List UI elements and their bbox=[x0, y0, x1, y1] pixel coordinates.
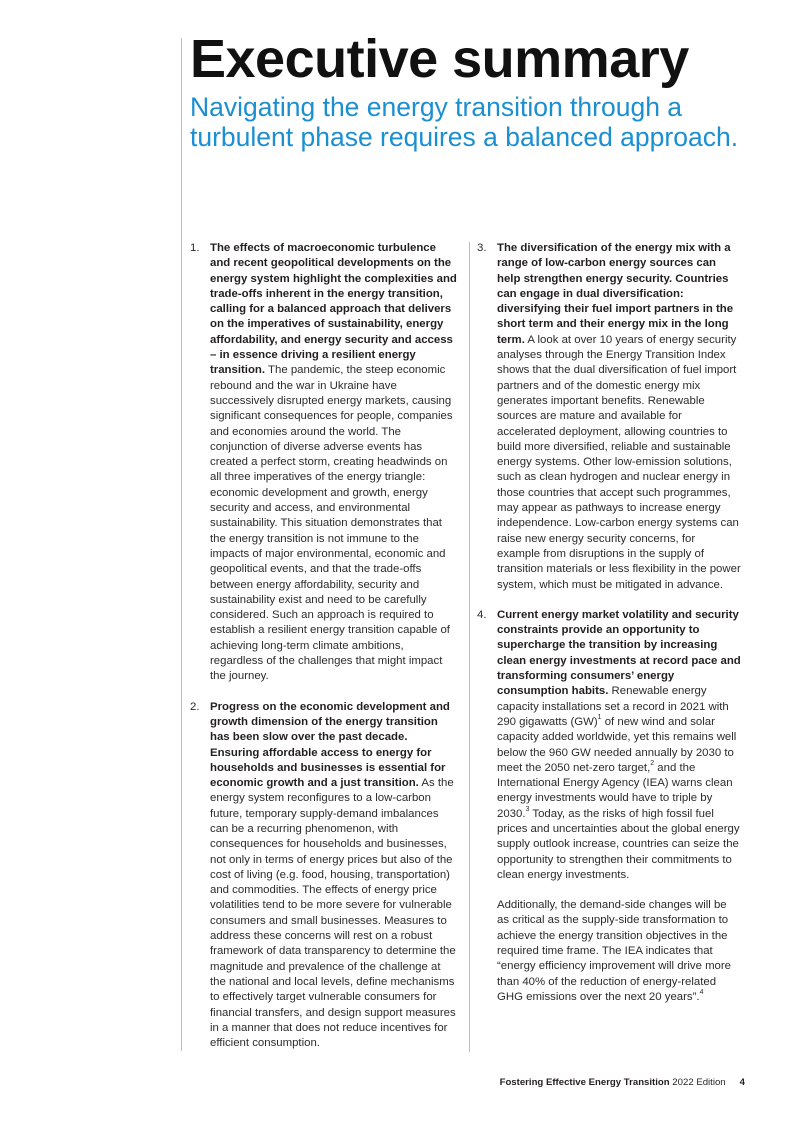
summary-item-3 bbox=[477, 241, 741, 593]
summary-item-2 bbox=[190, 700, 458, 1052]
column-divider-rule bbox=[469, 242, 470, 1052]
item-body: and the International Energy Agency (IEA) warns clean energy investments would have to triple by 2030. bbox=[497, 761, 733, 820]
item-lead: Current energy market volatility and security constraints provide an opportunity to supercharge the transition by increasing clean energy investments at record pace and transforming consumers’ energy consumption habits. bbox=[497, 608, 741, 698]
item-body: Today, as the risks of high fossil fuel prices and uncertainties about the global energy supply outlook increase, countries can seize the opportunity to strengthen their commitments to clean energy investments. bbox=[497, 807, 740, 881]
page-number: 4 bbox=[739, 1077, 745, 1088]
page-title: Executive summary bbox=[190, 29, 689, 89]
item-body: of new wind and solar capacity added worldwide, yet this remains well below the 960 GW needed annually by 2030 to meet the 2050 net-zero target, bbox=[497, 715, 737, 774]
page-subtitle: Navigating the energy transition through a turbulent phase requires a balanced approach. bbox=[190, 92, 739, 152]
left-column bbox=[190, 241, 458, 1066]
footnote-ref-4[interactable]: 4 bbox=[699, 989, 704, 997]
report-title: Fostering Effective Energy Transition bbox=[499, 1077, 670, 1088]
item-number: 2. bbox=[190, 700, 200, 713]
footnote-ref-3[interactable]: 3 bbox=[525, 805, 530, 813]
item-lead: Progress on the economic development and growth dimension of the energy transition has been slow over the past decade. Ensuring affordable access to energy for households and businesses is essential for economic growth and a just transition. bbox=[210, 700, 450, 790]
paragraph-text: Additionally, the demand-side changes will be as critical as the supply-side transformation to achieve the energy transition objectives in the required time frame. The IEA indicates that “energy efficiency improvement will drive more than 40% of the reduction of energy-related GHG emissions over the next 20 years”. bbox=[497, 899, 732, 1003]
footnote-ref-2[interactable]: 2 bbox=[650, 760, 655, 767]
item-body: The pandemic, the steep economic rebound and the war in Ukraine have successively disrupted energy markets, causing significant consequences for people, companies and economies around the world. The conjunction of diverse adverse events has created a perfect storm, creating headwinds on all three imperatives of the energy triangle: economic development and growth, energy security and access, and environmental sustainability. This situation demonstrates that the energy transition is not immune to the impacts of major environmental, economic and geopolitical events, and that the trade-offs between energy affordability, security and sustainability exist and need to be carefully considered. Such an approach is required to establish a resilient energy transition capable of achieving long-term climate ambitions, regardless of the challenges that might impact the journey. bbox=[210, 364, 453, 683]
left-margin-rule bbox=[181, 38, 182, 1051]
item-4-paragraph-2 bbox=[477, 898, 741, 1005]
summary-item-1 bbox=[190, 241, 458, 685]
item-lead: The effects of macroeconomic turbulence and recent geopolitical developments on the energy system highlight the complexities and trade-offs inherent in the energy transition, calling for a balanced approach that delivers on the imperatives of sustainability, energy affordability, and energy security and access – in essence driving a resilient energy transition. bbox=[210, 242, 457, 377]
item-lead: The diversification of the energy mix with a range of low-carbon energy sources can help strengthen energy security. Countries can engage in dual diversification: diversifying their fuel import partners in the short term and their energy mix in the long term. bbox=[497, 242, 734, 346]
right-column bbox=[477, 241, 741, 1005]
footnote-ref-1[interactable]: 1 bbox=[597, 714, 602, 722]
item-number: 3. bbox=[477, 242, 487, 254]
item-body: As the energy system reconfigures to a low-carbon future, temporary supply-demand imbalances can be a recurring phenomenon, with consequences for households and businesses, not only in terms of energy prices but also of the cost of living (e.g. food, housing, transportation) and commodities. The effects of energy price volatilities tend to be more severe for vulnerable consumers and small businesses. Measures to address these concerns will rest on a robust framework of data transparency to determine the magnitude and prevalence of the challenge at the national and local levels, define mechanisms to effectively target vulnerable consumers for financial transfers, and design support measures in a manner that does not reduce incentives for efficient consumption. bbox=[210, 777, 456, 1050]
summary-item-4 bbox=[477, 608, 741, 883]
item-body: A look at over 10 years of energy security analyses through the Energy Transition Index shows that the dual diversification of fuel import partners and of the domestic energy mix generates important benefits. Renewable sources are mature and available for accelerated deployment, allowing countries to build more diversified, reliable and sustainable energy systems. Other low-emission solutions, such as clean hydrogen and nuclear energy in those countries that accept such programmes, may appear as pathways to increase energy independence. Low-carbon energy systems can raise new energy security concerns, for example from disruptions in the supply of transition materials or less flexibility in the power system, which must be mitigated in advance. bbox=[497, 333, 741, 591]
item-body: Renewable energy capacity installations set a record in 2021 with 290 gigawatts (GW) bbox=[497, 685, 729, 728]
page-footer bbox=[500, 1077, 745, 1088]
report-edition: 2022 Edition bbox=[669, 1077, 726, 1088]
item-number: 4. bbox=[477, 608, 487, 621]
item-number: 1. bbox=[190, 242, 200, 254]
